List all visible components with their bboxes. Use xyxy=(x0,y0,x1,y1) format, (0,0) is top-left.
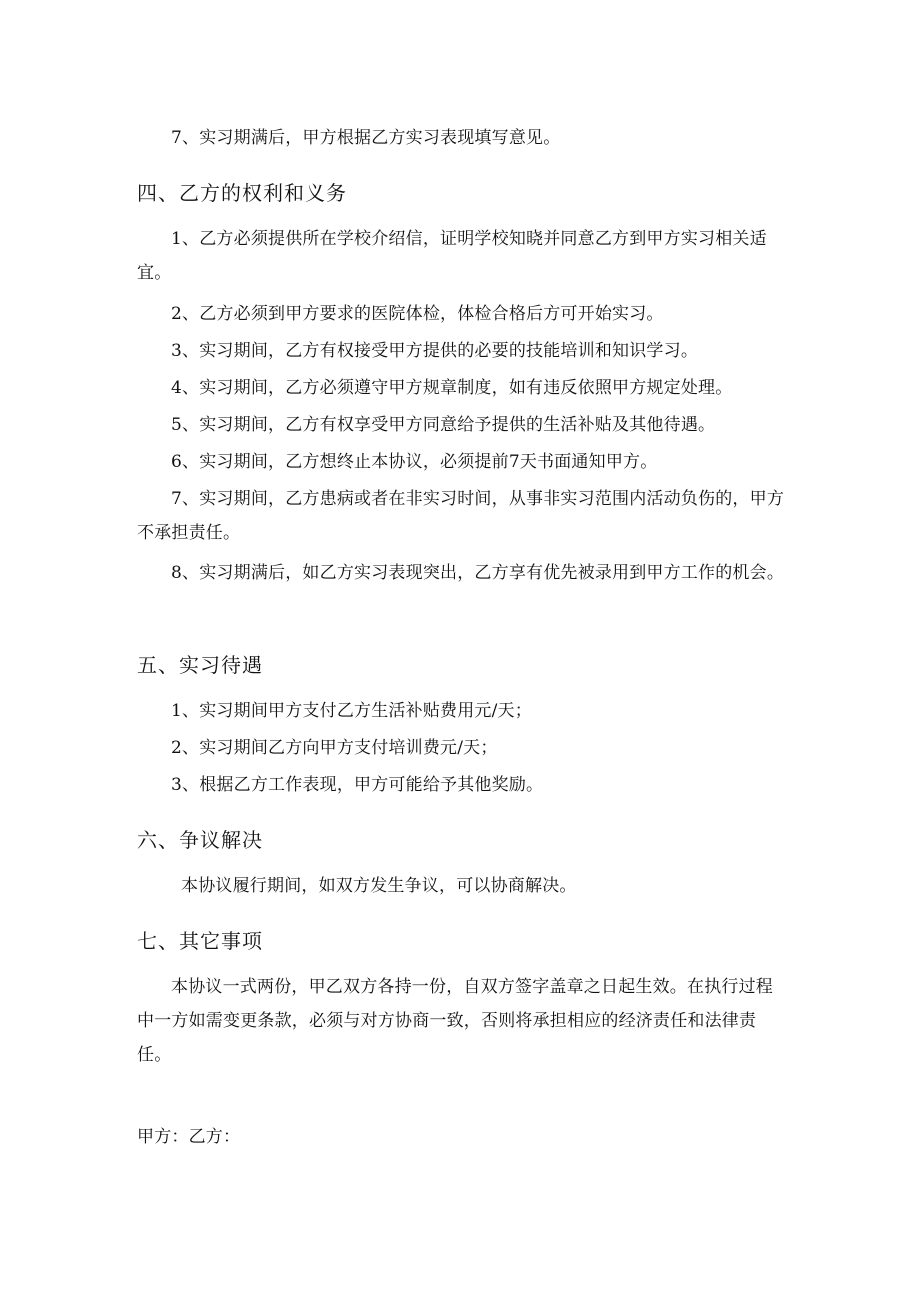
section3-item-7: 7、实习期满后，甲方根据乙方实习表现填写意见。 xyxy=(171,128,561,148)
section4-item-3: 3、实习期间，乙方有权接受甲方提供的必要的技能培训和知识学习。 xyxy=(171,341,699,361)
section4-item-2: 2、乙方必须到甲方要求的医院体检，体检合格后方可开始实习。 xyxy=(171,304,664,324)
section5-item-3: 3、根据乙方工作表现，甲方可能给予其他奖励。 xyxy=(171,775,544,795)
section7-body: 本协议一式两份，甲乙双方各持一份，自双方签字盖章之日起生效。在执行过程中一方如需变更条款，必须与对方协商一致，否则将承担相应的经济责任和法律责任。 xyxy=(137,977,773,1065)
section6-body: 本协议履行期间，如双方发生争议，可以协商解决。 xyxy=(181,876,577,896)
section4-item-6: 6、实习期间，乙方想终止本协议，必须提前7天书面通知甲方。 xyxy=(171,452,658,472)
signature-line: 甲方：乙方： xyxy=(137,1127,241,1147)
section7-heading: 七、其它事项 xyxy=(137,929,263,953)
section4-item-5: 5、实习期间，乙方有权享受甲方同意给予提供的生活补贴及其他待遇。 xyxy=(171,415,716,435)
section4-item-4: 4、实习期间，乙方必须遵守甲方规章制度，如有违反依照甲方规定处理。 xyxy=(171,378,733,398)
section4-item-1: 1、乙方必须提供所在学校介绍信，证明学校知晓并同意乙方到甲方实习相关适宜。 xyxy=(137,229,767,283)
section5-item-2: 2、实习期间乙方向甲方支付培训费元/天； xyxy=(171,738,498,758)
section5-item-1: 1、实习期间甲方支付乙方生活补贴费用元/天； xyxy=(171,701,532,721)
section4-item-8: 8、实习期满后，如乙方实习表现突出，乙方享有优先被录用到甲方工作的机会。 xyxy=(171,563,785,583)
section6-heading: 六、争议解决 xyxy=(137,828,263,852)
section4-item-7: 7、实习期间，乙方患病或者在非实习时间，从事非实习范围内活动负伤的，甲方不承担责任。 xyxy=(137,489,785,543)
section5-heading: 五、实习待遇 xyxy=(137,653,263,677)
section4-heading: 四、乙方的权利和义务 xyxy=(137,181,347,205)
